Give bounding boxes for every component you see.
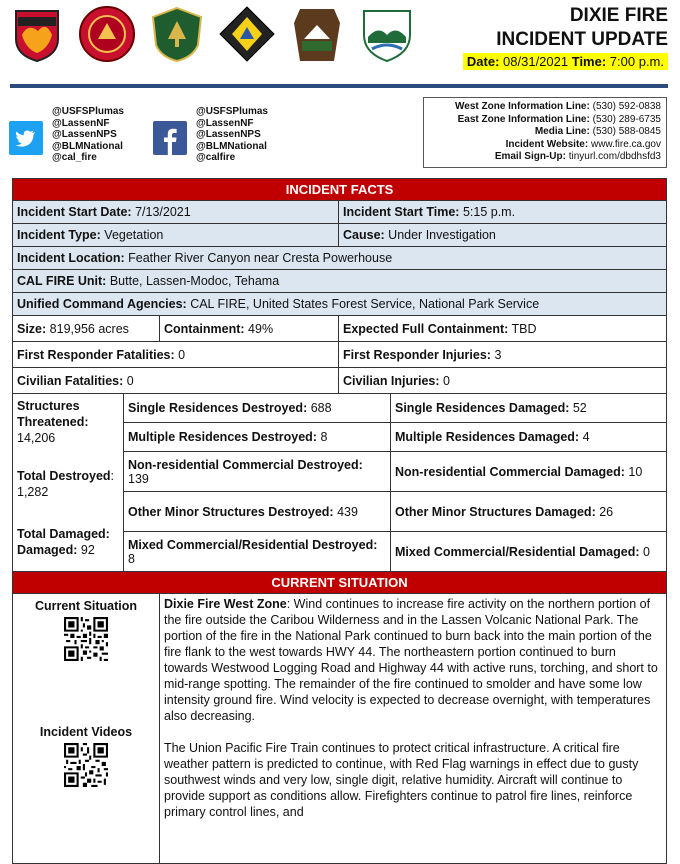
start-date-cell: Incident Start Date: 7/13/2021 (13, 201, 339, 224)
structure-destroyed-cell: Single Residences Destroyed: 688 (124, 394, 391, 423)
twitter-handle[interactable]: @BLMNational (52, 140, 123, 152)
civilian-injuries-cell: Civilian Injuries: 0 (339, 368, 667, 394)
twitter-handle[interactable]: @USFSPlumas (52, 106, 124, 117)
facebook-handle[interactable]: @USFSPlumas (196, 106, 268, 117)
facebook-handle[interactable]: @calfire (196, 152, 236, 163)
twitter-handle[interactable]: @cal_fire (52, 152, 97, 163)
structure-damaged-cell: Single Residences Damaged: 52 (391, 394, 667, 423)
document-title: DIXIE FIRE (569, 5, 668, 26)
structure-damaged-cell: Multiple Residences Damaged: 4 (391, 423, 667, 452)
unified-command-cell: Unified Command Agencies: CAL FIRE, United States Forest Service, National Park Service (13, 293, 667, 316)
twitter-handles (52, 106, 124, 164)
structure-destroyed-cell: Mixed Commercial/Residential Destroyed: 8 (124, 532, 391, 572)
cal-fire-logo (6, 4, 68, 64)
structure-destroyed-cell: Non-residential Commercial Destroyed: 139 (124, 452, 391, 492)
info-line: Email Sign-Up: tinyurl.com/dbdhsfd3 (494, 151, 661, 162)
facebook-handle[interactable]: @LassenNPS (196, 129, 261, 140)
twitter-block (8, 106, 124, 164)
civilian-fatalities-cell: Civilian Fatalities: 0 (13, 368, 339, 394)
incident-facts-heading: INCIDENT FACTS (13, 179, 667, 201)
website-link[interactable]: www.fire.ca.gov (590, 138, 661, 150)
current-situation-heading: CURRENT SITUATION (13, 572, 667, 594)
current-situation-label: Current Situation (34, 599, 138, 613)
lassen-logo (216, 4, 278, 64)
destroyed-value: 1,282 (17, 485, 49, 499)
cause-cell: Cause: Under Investigation (339, 224, 667, 247)
incident-videos-label: Incident Videos (39, 725, 133, 739)
facebook-handle[interactable]: @LassenNF (196, 117, 254, 129)
structure-damaged-cell: Mixed Commercial/Residential Damaged: 0 (391, 532, 667, 572)
time-value: 7:00 p.m. (609, 54, 664, 69)
situation-paragraph: The Union Pacific Fire Train continues to protect critical infrastructure. A critical fire weather pattern is predicted to continue, with Red Flag warnings in effect due to gusty southwest winds and very low, single digit, relative humidity. Aircraft will continue to provide support as conditions allow. Firefighters continue to patrol fire lines, reinforce primary control lines, and (164, 741, 639, 819)
national-park-service-logo (286, 4, 348, 64)
document-subtitle: INCIDENT UPDATE (496, 29, 668, 50)
current-situation-qr-icon[interactable] (64, 617, 108, 661)
start-time-cell: Incident Start Time: 5:15 p.m. (339, 201, 667, 224)
structure-damaged-cell: Non-residential Commercial Damaged: 10 (391, 452, 667, 492)
structure-damaged-cell: Other Minor Structures Damaged: 26 (391, 492, 667, 532)
situation-paragraph: Dixie Fire West Zone: Wind continues to increase fire activity on the northern portion of the fire outside the Caribou Wilderness and in the Lassen Volcanic National Park. The portion of the fire in the National Park continued to burn back into the main portion of the fire flank to the west towards HWY 44. The northeastern portion continued to burn towards Westwood Logging Road and Highway 44 with active runs, torching, and short to mid-range spotting. The remainder of the fire continued to smolder and have some low intensity ground fire. Wind velocity is expected to decrease overnight, with temperatures also decreasing. (164, 597, 658, 723)
expected-containment-cell: Expected Full Containment: TBD (339, 316, 667, 342)
threatened-label: Structures Threatened: (17, 399, 89, 429)
date-value: 08/31/2021 (503, 54, 569, 69)
incident-videos-qr-icon[interactable] (64, 743, 108, 787)
threatened-value: 14,206 (17, 431, 56, 445)
structures-summary-cell (13, 394, 124, 572)
fr-injuries-cell: First Responder Injuries: 3 (339, 342, 667, 368)
incident-type-cell: Incident Type: Vegetation (13, 224, 339, 247)
incident-facts-table (12, 178, 667, 864)
blm-logo (356, 4, 418, 64)
facebook-handles (196, 106, 268, 164)
structure-destroyed-cell: Multiple Residences Destroyed: 8 (124, 423, 391, 452)
containment-cell: Containment: 49% (160, 316, 339, 342)
header-divider (10, 84, 668, 88)
structure-destroyed-cell: Other Minor Structures Destroyed: 439 (124, 492, 391, 532)
info-line: East Zone Information Line: (530) 289-6735 (457, 113, 661, 125)
incident-location-cell: Incident Location: Feather River Canyon near Cresta Powerhouse (13, 247, 667, 270)
forest-service-logo (146, 4, 208, 64)
cal-fire-unit-cell: CAL FIRE Unit: Butte, Lassen-Modoc, Tehama (13, 270, 667, 293)
damaged-summary: Total Damaged: (17, 527, 110, 541)
facebook-icon[interactable] (152, 120, 188, 156)
info-line: Incident Website: www.fire.ca.gov (505, 138, 661, 150)
info-line: Media Line: (530) 588-0845 (534, 126, 661, 137)
facebook-block (152, 106, 268, 164)
damaged-value-line: Damaged: 92 (17, 543, 95, 557)
twitter-handle[interactable]: @LassenNPS (52, 129, 117, 140)
fire-department-seal-logo (76, 4, 138, 64)
twitter-handle[interactable]: @LassenNF (52, 117, 110, 129)
qr-column (13, 594, 160, 864)
facebook-handle[interactable]: @BLMNational (196, 140, 267, 152)
fr-fatalities-cell: First Responder Fatalities: 0 (13, 342, 339, 368)
date-time-bar: Date: 08/31/2021 Time: 7:00 p.m. (463, 53, 668, 70)
size-cell: Size: 819,956 acres (13, 316, 160, 342)
info-line: West Zone Information Line: (530) 592-0838 (455, 101, 661, 112)
contact-info-box (423, 97, 667, 168)
email-signup-link[interactable]: tinyurl.com/dbdhsfd3 (568, 151, 661, 162)
twitter-icon[interactable] (8, 120, 44, 156)
agency-logos (6, 4, 418, 64)
title-block (463, 4, 668, 71)
current-situation-text (160, 594, 667, 864)
destroyed-summary: Total Destroyed: (17, 469, 115, 483)
